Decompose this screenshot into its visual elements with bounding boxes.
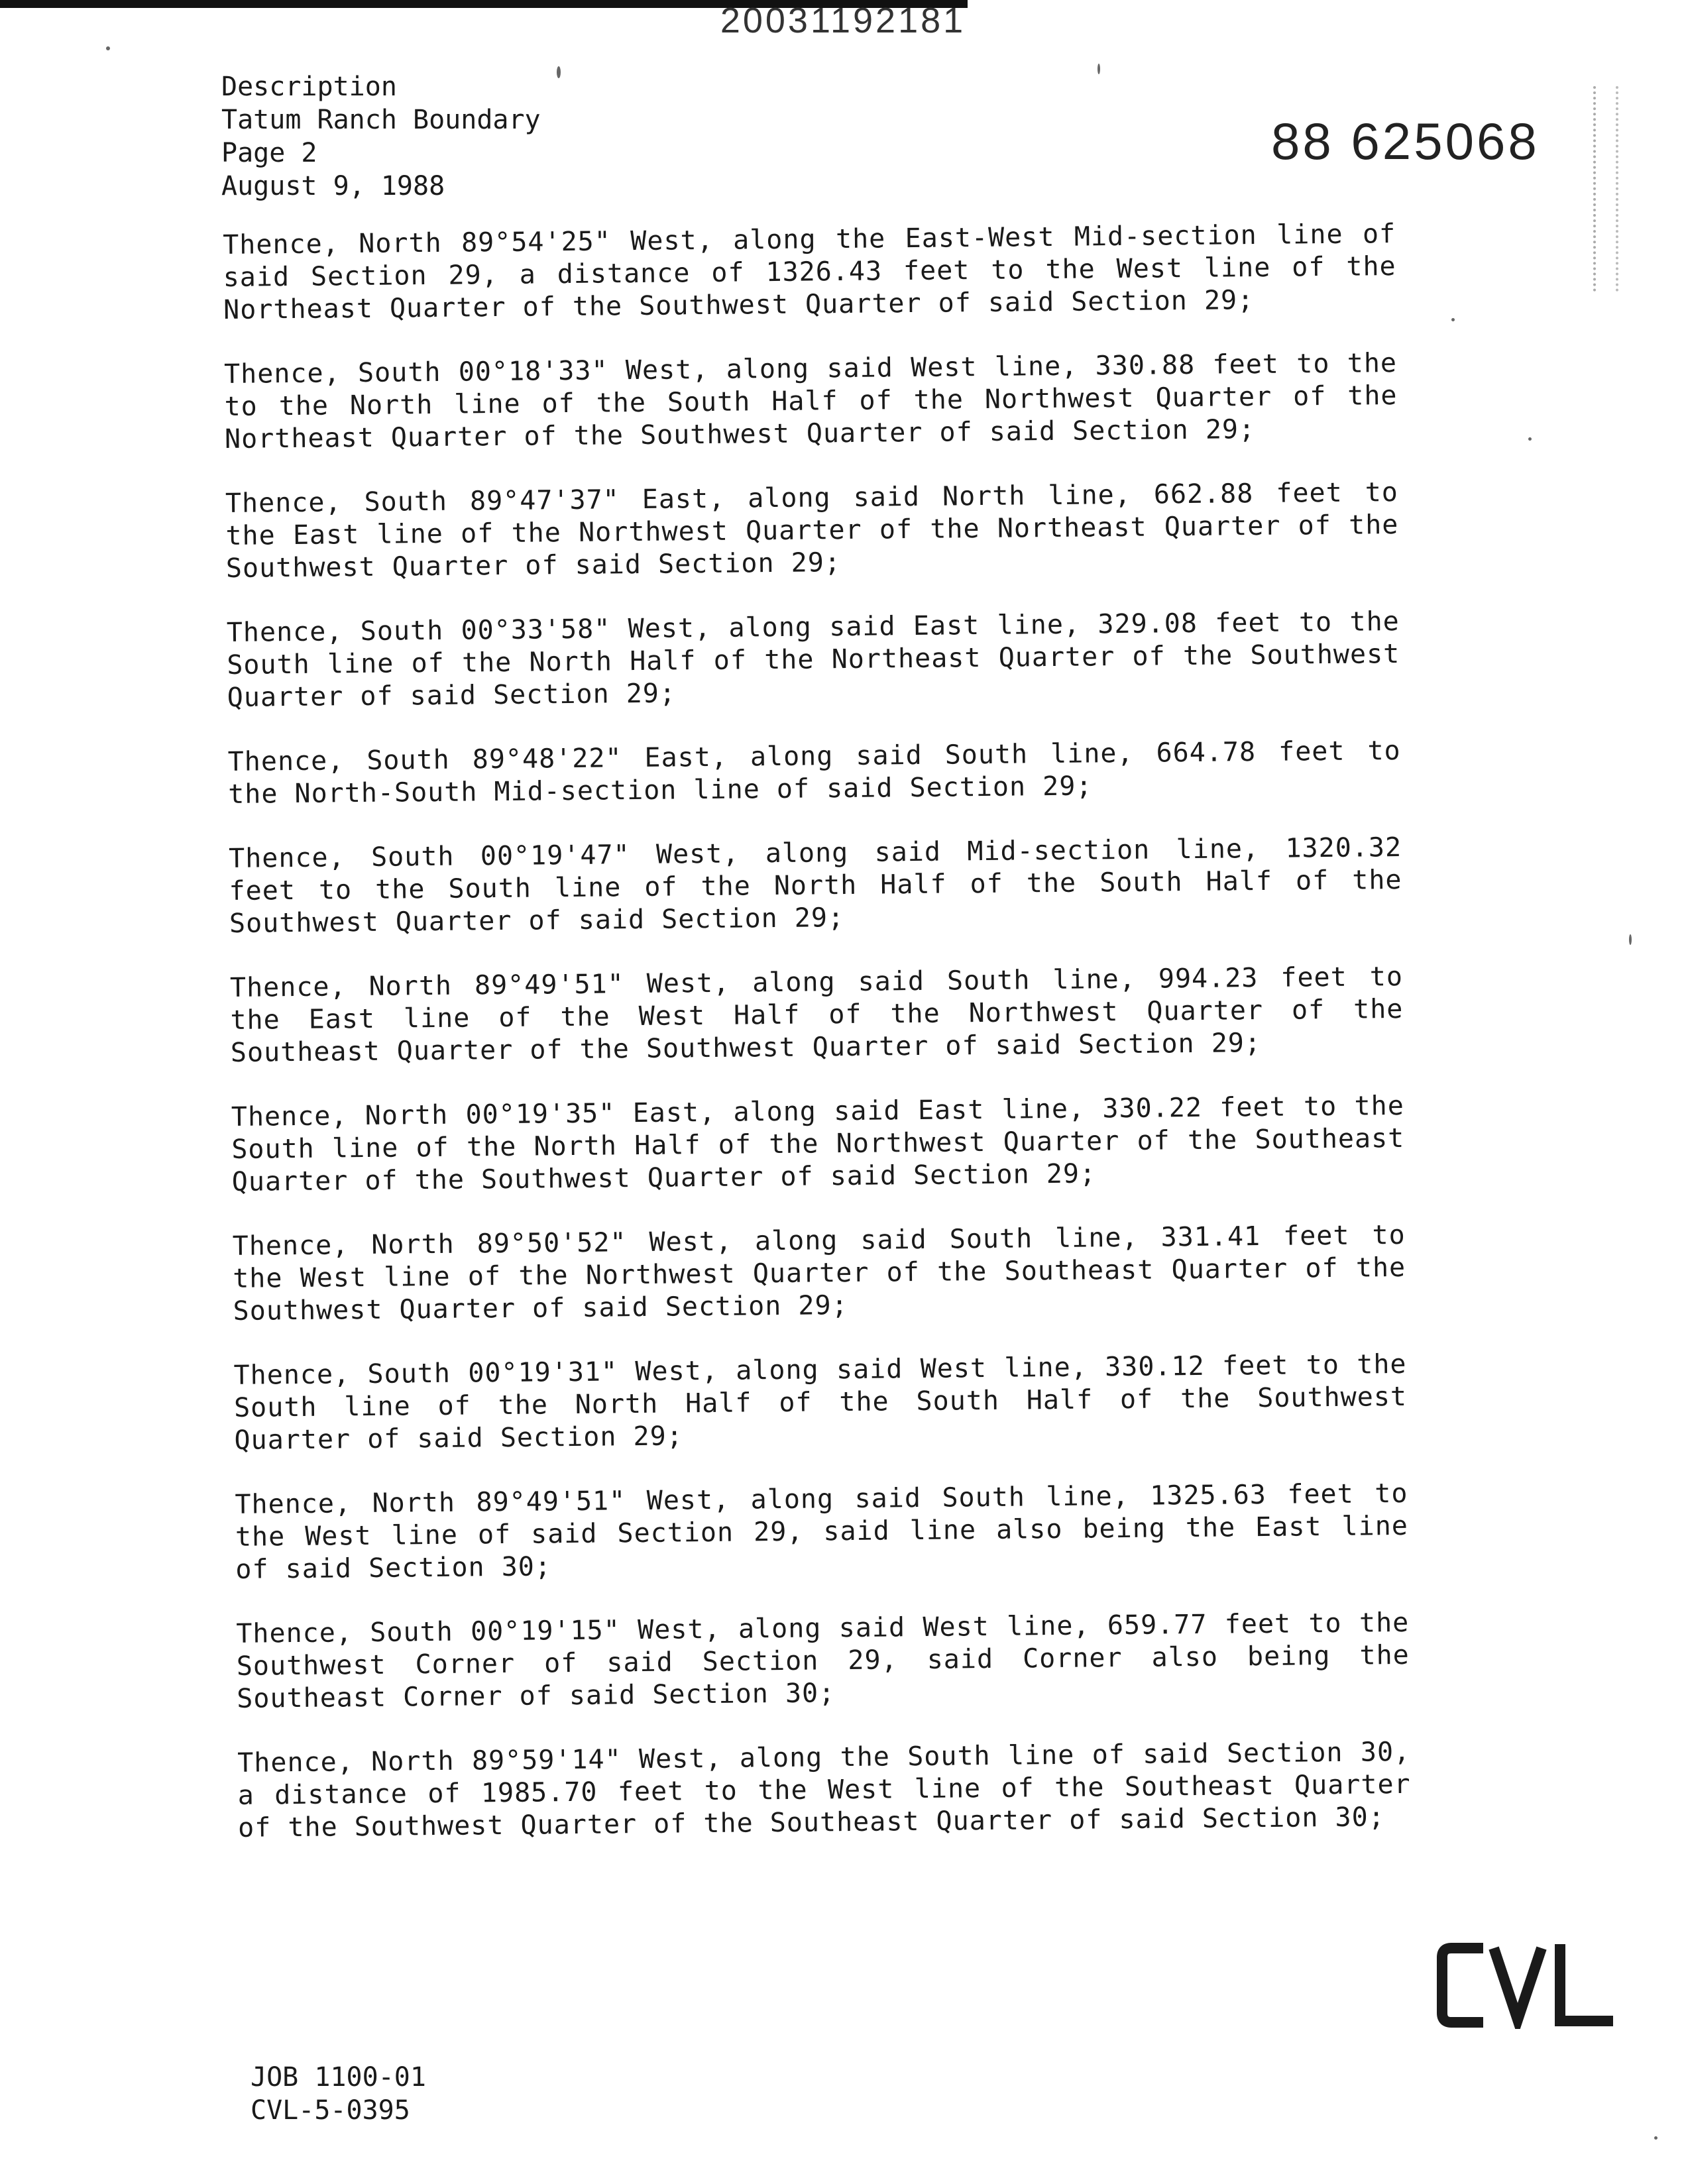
boundary-call-paragraph: Thence, North 89°59'14" West, along the South line of said Section 30, a distance of 1985.70 feet to the West line of the Southeast Quarter of the Southwest Quarter of the Southeast Quarter of said Section 30;: [237, 1736, 1411, 1843]
boundary-call-paragraph: Thence, North 89°50'52" West, along said South line, 331.41 feet to the West line of the Northwest Quarter of the Southeast Quarter of the Southwest Quarter of said Section 29;: [232, 1219, 1406, 1327]
boundary-call-paragraph: Thence, South 00°19'15" West, along said West line, 659.77 feet to the Southwest Corner of said Section 29, said Corner also being the Southeast Corner of said Section 30;: [236, 1607, 1410, 1714]
boundary-call-paragraph: Thence, North 89°49'51" West, along said South line, 1325.63 feet to the West line of said Section 29, said line also being the East line of said Section 30;: [235, 1478, 1409, 1585]
boundary-call-paragraph: Thence, South 00°18'33" West, along said West line, 330.88 feet to the to the North line of the South Half of the Northwest Quarter of the Northeast Quarter of the Southwest Quarter of said Section 29;: [223, 348, 1398, 455]
boundary-call-paragraph: Thence, South 00°33'58" West, along said East line, 329.08 feet to the South line of the North Half of the Northeast Quarter of the Southwest Quarter of said Section 29;: [226, 606, 1400, 713]
boundary-call-paragraph: Thence, South 89°48'22" East, along said South line, 664.78 feet to the North-South Mid-section line of said Section 29;: [227, 735, 1401, 810]
document-footer: [251, 2061, 426, 2127]
boundary-call-paragraph: Thence, North 89°54'25" West, along the East-West Mid-section line of said Section 29, a distance of 1326.43 feet to the West line of the Northeast Quarter of the Southwest Quarter of said Section 29;: [223, 219, 1396, 325]
scan-speck: [1451, 318, 1455, 321]
boundary-calls: [223, 218, 1412, 1877]
header-project: Tatum Ranch Boundary: [221, 105, 541, 135]
header-page: Page 2: [221, 138, 317, 168]
job-number: JOB 1100-01: [251, 2062, 426, 2093]
boundary-call-paragraph: Thence, North 00°19'35" East, along said East line, 330.22 feet to the South line of the North Half of the Northwest Quarter of the Southeast Quarter of the Southwest Quarter of said Section 29;: [231, 1090, 1405, 1197]
edge-stamp-marks: [1593, 86, 1618, 292]
document-header: [221, 70, 541, 203]
scan-speck: [557, 66, 561, 78]
boundary-call-paragraph: Thence, South 00°19'31" West, along said West line, 330.12 feet to the South line of the North Half of the South Half of the Southwest Quarter of said Section 29;: [233, 1348, 1408, 1456]
document-number: 88 625068: [1271, 112, 1540, 170]
cvl-logo: [1437, 1941, 1616, 2029]
scan-speck: [1097, 64, 1100, 74]
scan-speck: [1528, 437, 1532, 441]
cvl-reference: CVL-5-0395: [251, 2095, 410, 2126]
scan-speck: [1654, 2136, 1658, 2140]
header-description: Description: [221, 72, 397, 102]
boundary-call-paragraph: Thence, North 89°49'51" West, along said South line, 994.23 feet to the East line of the West Half of the Northwest Quarter of the Southeast Quarter of the Southwest Quarter of said Section 29;: [229, 961, 1404, 1068]
boundary-call-paragraph: Thence, South 89°47'37" East, along said North line, 662.88 feet to the East line of the Northwest Quarter of the Northeast Quarter of the Southwest Quarter of said Section 29;: [225, 476, 1399, 584]
scan-speck: [1629, 934, 1632, 945]
header-date: August 9, 1988: [221, 171, 445, 201]
recording-number: 20031192181: [720, 1, 966, 40]
boundary-call-paragraph: Thence, South 00°19'47" West, along said Mid-section line, 1320.32 feet to the South line of the North Half of the South Half of the Southwest Quarter of said Section 29;: [228, 832, 1402, 939]
scan-speck: [106, 46, 110, 50]
